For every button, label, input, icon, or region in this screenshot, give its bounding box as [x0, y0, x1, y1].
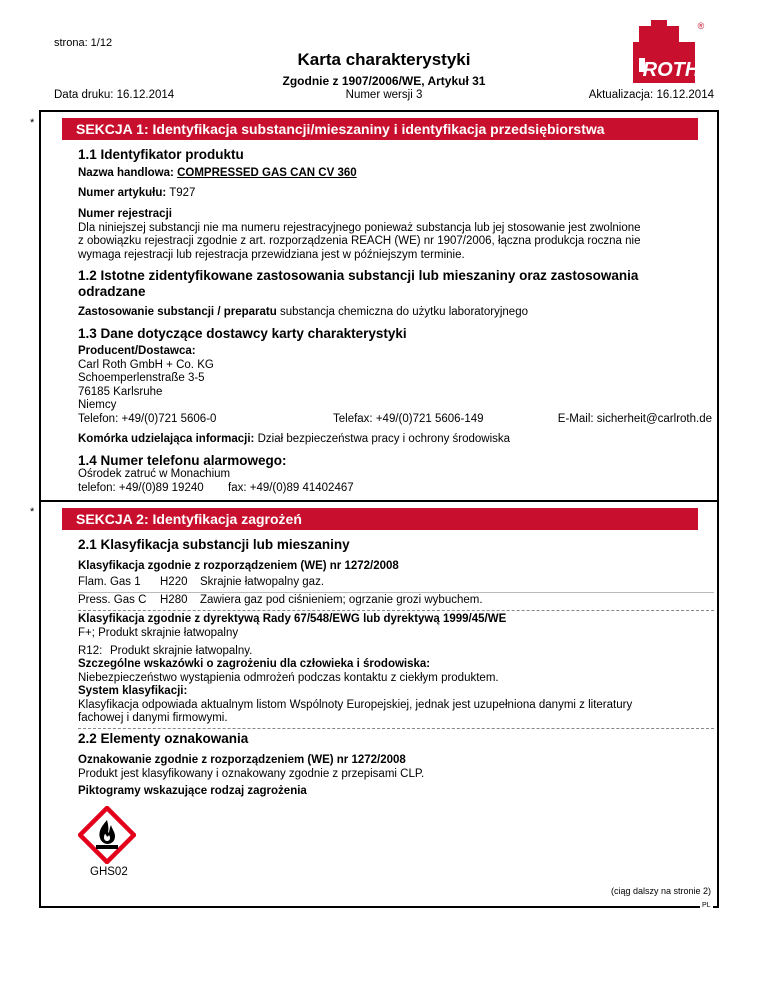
supplier-label: Producent/Dostawca: [78, 345, 196, 357]
section-1-heading: SEKCJA 1: Identyfikacja substancji/mieszaniny i identyfikacja przedsiębiorstwa [62, 118, 698, 140]
registration-text-line: Dla niniejszej substancji nie ma numeru rejestracyjnego ponieważ substancja lub jej stosowanie jest zwolnione [78, 221, 641, 234]
document-subtitle: Zgodnie z 1907/2006/WE, Artykuł 31 [282, 74, 486, 88]
clp-classification-heading: Klasyfikacja zgodnie z rozporządzeniem (WE) nr 1272/2008 [78, 560, 399, 572]
supplier-city: 76185 Karlsruhe [78, 385, 163, 398]
section-2-rule [39, 500, 719, 502]
registration-text-line: wymaga rejestracji lub rejestracja przewidziana jest w późniejszym terminie. [78, 248, 465, 261]
supplier-street: Schoemperlenstraße 3-5 [78, 372, 205, 385]
pictograms-heading-text: Piktogramy wskazujące rodzaj zagrożenia [78, 785, 307, 797]
supplier-email[interactable]: E-Mail: sicherheit@carlroth.de [557, 413, 712, 425]
pictograms-heading [78, 785, 307, 799]
article-number-label: Numer artykułu: [78, 187, 167, 199]
directive-classification-heading: Klasyfikacja zgodnie z dyrektywą Rady 67/548/EWG lub dyrektywą 1999/45/WE [78, 613, 507, 625]
special-hazard-label: Szczególne wskazówki o zagrożeniu dla człowieka i środowiska: [78, 658, 431, 670]
directive-classification [78, 613, 506, 640]
information-department-label: Komórka udzielająca informacji: [78, 433, 255, 445]
section-1-change-marker: * [30, 117, 35, 129]
subsection-1-4: 1.4 Numer telefonu alarmowego: [78, 453, 287, 468]
supplier-block [78, 345, 214, 413]
hazard-statement: Skrajnie łatwopalny gaz. [200, 576, 325, 588]
clp-labelling [78, 754, 424, 781]
subsection-1-1: 1.1 Identyfikator produktu [78, 147, 244, 162]
supplier-phone: Telefon: +49/(0)721 5606-0 [78, 413, 217, 425]
supplier-country: Niemcy [78, 399, 117, 412]
clp-labelling-heading: Oznakowanie zgodnie z rozporządzeniem (WE) nr 1272/2008 [78, 754, 406, 766]
subsection-1-3: 1.3 Dane dotyczące dostawcy karty charakterystyki [78, 326, 407, 341]
clp-classification-label [78, 560, 399, 574]
section-2-change-marker: * [30, 506, 35, 518]
update-date: Aktualizacja: 16.12.2014 [588, 89, 714, 101]
dashed-divider [78, 610, 714, 611]
subsection-2-1: 2.1 Klasyfikacja substancji lub mieszaniny [78, 537, 350, 552]
roth-logo [627, 20, 705, 83]
print-date: Data druku: 16.12.2014 [54, 89, 175, 101]
hazard-code: H280 [160, 594, 188, 606]
dashed-divider [78, 728, 714, 729]
section-2-heading: SEKCJA 2: Identyfikacja zagrożeń [62, 508, 698, 530]
ghs-code: GHS02 [90, 866, 128, 878]
supplier-fax: Telefax: +49/(0)721 5606-149 [333, 413, 484, 425]
subsection-2-2: 2.2 Elementy oznakowania [78, 731, 249, 746]
section-1-rule [39, 110, 719, 112]
identified-use-label: Zastosowanie substancji / preparatu [78, 306, 277, 318]
registration-text-line: z obowiązku rejestracji zgodnie z art. rozporządzenia REACH (WE) nr 1907/2006, łączna produkcja roczna nie [78, 235, 641, 248]
hazard-row: Press. Gas C [78, 594, 147, 606]
table-divider [78, 592, 714, 593]
hazard-statement: Zawiera gaz pod ciśnieniem; ogrzanie grozi wybuchem. [200, 594, 483, 606]
supplier-company: Carl Roth GmbH + Co. KG [78, 358, 214, 371]
subsection-1-2-line: odradzane [78, 284, 146, 299]
hazard-code: H220 [160, 576, 188, 588]
directive-classification-line: F+; Produkt skrajnie łatwopalny [78, 626, 239, 639]
trade-name-label: Nazwa handlowa: [78, 167, 174, 179]
r12-text: Produkt skrajnie łatwopalny. [110, 645, 253, 657]
identified-use-value: substancja chemiczna do użytku laboratoryjnego [279, 306, 528, 318]
continued-note: (ciąg dalszy na stronie 2) [610, 886, 711, 896]
subsection-1-2-line: 1.2 Istotne zidentyfikowane zastosowania substancji lub mieszaniny oraz zastosowania [78, 268, 639, 283]
registration-block [78, 208, 641, 262]
emergency-phone: telefon: +49/(0)89 19240 [78, 482, 204, 494]
special-hazard-text: Niebezpieczeństwo wystąpienia odmrożeń podczas kontaktu z ciekłym produktem. [78, 671, 499, 684]
information-department-value: Dział bezpieczeństwa pracy i ochrony środowiska [257, 433, 511, 445]
trade-name-value: COMPRESSED GAS CAN CV 360 [177, 167, 357, 179]
hazard-row: Flam. Gas 1 [78, 576, 141, 588]
clp-labelling-text: Produkt jest klasyfikowany i oznakowany zgodnie z przepisami CLP. [78, 767, 425, 780]
article-number-value: T927 [169, 187, 196, 199]
registered-mark: ® [697, 21, 705, 31]
page-number: strona: 1/12 [54, 37, 113, 49]
emergency-centre: Ośrodek zatruć w Monachium [78, 468, 231, 480]
r12-code: R12: [78, 645, 103, 657]
language-code: PL [702, 902, 711, 909]
emergency-fax: fax: +49/(0)89 41402467 [228, 482, 354, 494]
trade-name [78, 167, 357, 181]
flame-icon [78, 806, 136, 864]
information-department [78, 433, 510, 447]
subsection-1-2 [78, 268, 638, 300]
special-hazard-block [78, 658, 632, 726]
article-number [78, 187, 195, 201]
document-title: Karta charakterystyki [297, 50, 471, 69]
logo-wordmark: ROTH [642, 59, 700, 81]
version-number: Numer wersji 3 [345, 89, 423, 101]
classification-system-line: Klasyfikacja odpowiada aktualnym listom Wspólnoty Europejskiej, jednak jest uzupełniona danymi z literatury [78, 698, 633, 711]
classification-system-label: System klasyfikacji: [78, 685, 188, 698]
identified-use [78, 306, 528, 320]
registration-label: Numer rejestracji [78, 208, 172, 220]
classification-system-line: fachowej i danymi firmowymi. [78, 712, 228, 725]
